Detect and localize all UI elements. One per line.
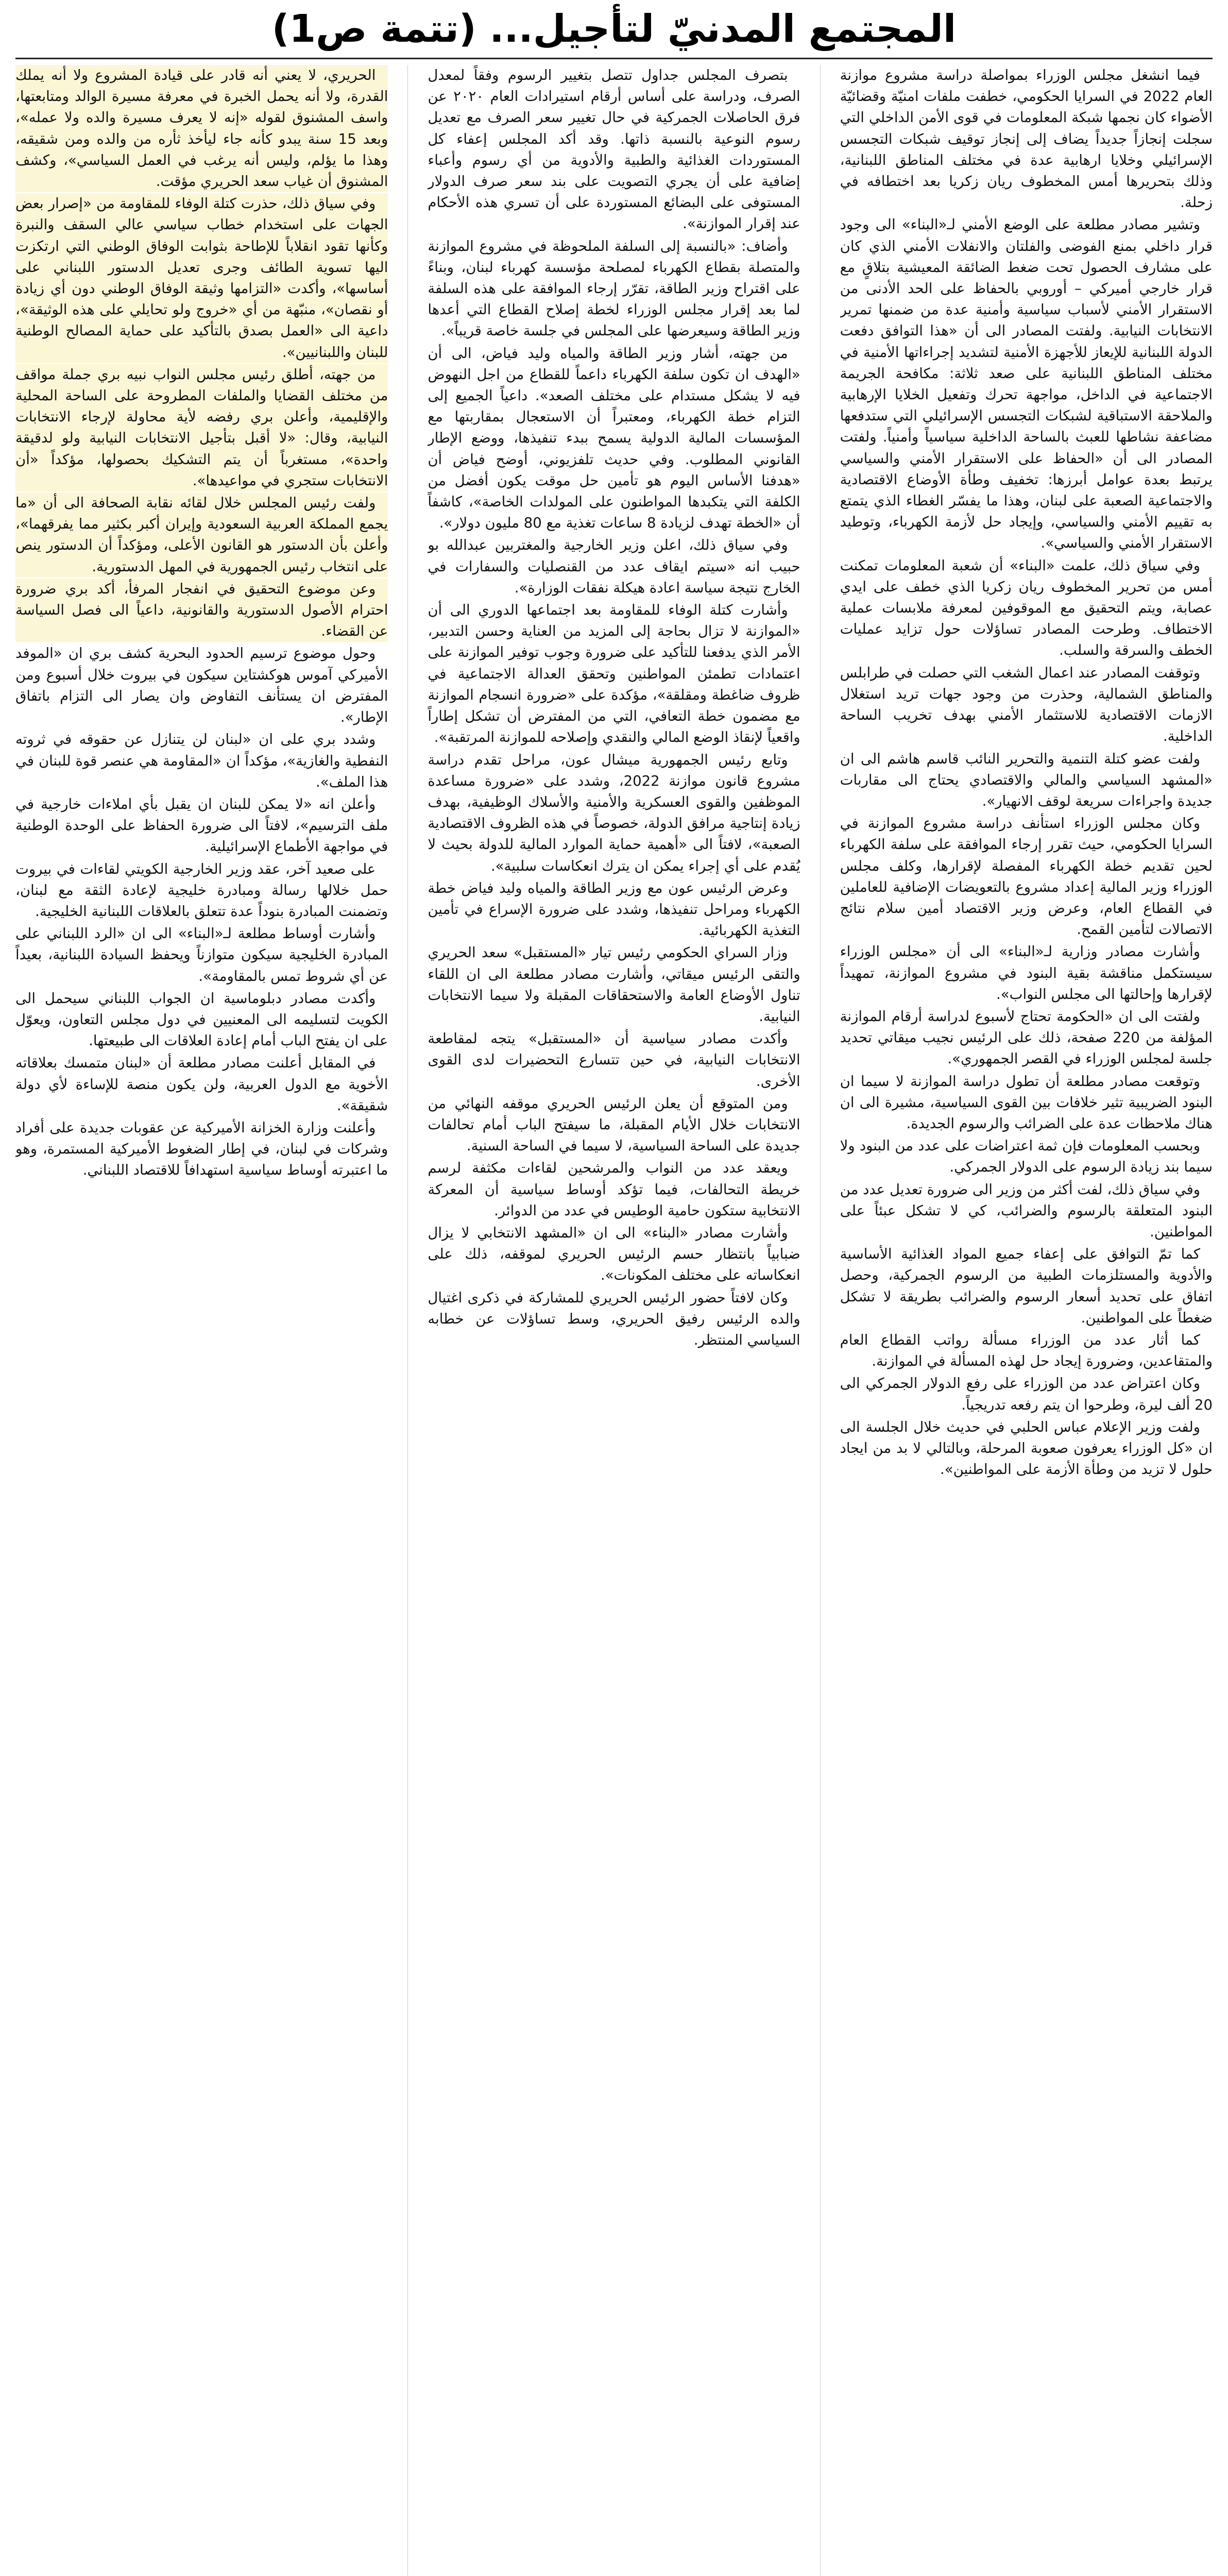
article-paragraph: بتصرف المجلس جداول تتصل بتغيير الرسوم وفقاً لمعدل الصرف، ودراسة على أساس أرقام استيرادات العام ٢٠٢٠ عن فرق الحاصلات الجمركية في حال تغيير سعر الصرف مع تعديل رسوم النوعية بالنسبة ذاتها. وقد أكد المجلس إعفاء كل المستوردات الغذائية والطبية والأدوية من أي رسوم وأعباء إضافية على أن يجري التصويت على بند سعر صرف الدولار المستوفى على البضائع المستوردة على أن تسري هذه الأحكام عند إقرار الموازنة». bbox=[428, 67, 800, 232]
article-paragraph: كما تمّ التوافق على إعفاء جميع المواد الغذائية الأساسية والأدوية والمستلزمات الطبية من الرسوم الجمركية، وحصل اتفاق على تحديد أسعار الرسوم والضرائب بطريقة لا تشكل ضغطاً على المواطنين. bbox=[840, 1246, 1213, 1326]
article-paragraph: وفي سياق ذلك، اعلن وزير الخارجية والمغتربين عبدالله بو حبيب انه «سيتم ايقاف عدد من القنصليات والسفارات في الخارج نتيجة سياسة اعادة هيكلة نفقات الوزارة». bbox=[428, 537, 800, 596]
article-paragraph: وتوقعت مصادر مطلعة أن تطول دراسة الموازنة لا سيما ان البنود الضريبية تثير خلافات بين القوى السياسية، مشيرة الى ان هناك ملاحظات عدة على الضرائب والرسوم الجديدة. bbox=[840, 1073, 1213, 1132]
article-paragraph: وأكدت مصادر سياسية أن «المستقبل» يتجه لمقاطعة الانتخابات النيابية، في حين تتسارع التحضيرات لدى القوى الأخرى. bbox=[428, 1030, 800, 1090]
article-paragraph: وأكدت مصادر دبلوماسية ان الجواب اللبناني سيحمل الى الكويت لتسليمه الى المعنيين في دول مجلس التعاون، ويعوّل على ان يفتح الباب أمام إعادة العلاقات الى طبيعتها. bbox=[15, 990, 388, 1049]
article-column-left bbox=[15, 65, 388, 2576]
article-paragraph: ومن المتوقع أن يعلن الرئيس الحريري موقفه النهائي من الانتخابات خلال الأيام المقبلة، ما سيفتح الباب أمام تحالفات جديدة على الساحة السياسية، لا سيما في الساحة السنية. bbox=[428, 1095, 800, 1155]
article-paragraph: وأعلن انه «لا يمكن للبنان ان يقبل بأي املاءات خارجية في ملف الترسيم»، لافتاً الى ضرورة الحفاظ على الوحدة الوطنية في مواجهة الأطماع الإسرائيلية. bbox=[15, 795, 388, 855]
article-paragraph: وبحسب المعلومات فإن ثمة اعتراضات على عدد من البنود ولا سيما بند زيادة الرسوم على الدولار الجمركي. bbox=[840, 1138, 1213, 1176]
article-paragraph: وكان لافتاً حضور الرئيس الحريري للمشاركة في ذكرى اغتيال والده الرئيس رفيق الحريري، وسط تساؤلات عن خطابه السياسي المنتظر. bbox=[428, 1289, 800, 1348]
article-paragraph: في المقابل أعلنت مصادر مطلعة أن «لبنان متمسك بعلاقاته الأخوية مع الدول العربية، ولن يكون منصة للإساءة لأي دولة شقيقة». bbox=[15, 1055, 388, 1114]
column-divider bbox=[820, 65, 821, 2576]
article-paragraph: ولفت رئيس المجلس خلال لقائه نقابة الصحافة الى أن «ما يجمع المملكة العربية السعودية وإيران أكبر بكثير مما يفرقهما»، وأعلن بأن الدستور هو القانون الأعلى، ومؤكداً أن الدستور ينص على انتخاب رئيس الجمهورية في المهل الدستورية. bbox=[15, 493, 388, 578]
article-paragraph: وأعلنت وزارة الخزانة الأميركية عن عقوبات جديدة على أفراد وشركات في لبنان، في إطار الضغوط الأميركية المستمرة، وهو ما اعتبرته أوساط سياسية استهدافاً للاقتصاد اللبناني. bbox=[15, 1119, 388, 1179]
article-paragraph: من جهته، أطلق رئيس مجلس النواب نبيه بري جملة مواقف من مختلف القضايا والملفات المطروحة على الساحة المحلية والإقليمية، وأعلن بري رفضه لأية محاولة لإرجاء الانتخابات النيابية، وقال: «لا أقبل بتأجيل الانتخابات النيابية ولو لدقيقة واحدة»، مستغرباً أن يتم التشكيك بحصولها، مؤكداً «أن الانتخابات ستجري في مواعيدها». bbox=[15, 364, 388, 492]
article-paragraph: وتوقفت المصادر عند اعمال الشغب التي حصلت في طرابلس والمناطق الشمالية، وحذرت من وجود جهات تريد استغلال الازمات الاقتصادية للاستثمار الأمني بهدف تخريب الساحة الداخلية. bbox=[840, 664, 1213, 745]
article-paragraph: ويعقد عدد من النواب والمرشحين لقاءات مكثفة لرسم خريطة التحالفات، فيما تؤكد أوساط سياسية أن المعركة الانتخابية ستكون حامية الوطيس في عدد من الدوائر. bbox=[428, 1160, 800, 1219]
article-paragraph: ولفت وزير الإعلام عباس الحلبي في حديث خلال الجلسة الى ان «كل الوزراء يعرفون صعوبة المرحلة، وبالتالي لا بد من ايجاد حلول لا تزيد من وطأة الأزمة على المواطنين». bbox=[840, 1418, 1213, 1478]
article-paragraph: وفي سياق ذلك، حذرت كتلة الوفاء للمقاومة من «إصرار بعض الجهات على استخدام خطاب سياسي عالي السقف والنبرة وكأنها تقود انقلاباً للإطاحة بثوابت الوفاق الوطني التي ارتكزت اليها تسوية الطائف وجرى تعديل الدستور اللبناني على أساسها»، وأكدت «التزامها وثيقة الوفاق الوطني دون أي زيادة أو نقصان»، منبّهة من أي «خروج ولو تحايلي على هذه الوثيقة»، داعية الى «العمل بصدق بالتأكيد على حماية المصالح الوطنية للبنان واللبنانيين». bbox=[15, 193, 388, 363]
page-title: المجتمع المدنيّ لتأجيل... (تتمة ص1) bbox=[271, 7, 957, 51]
article-column-right bbox=[840, 65, 1213, 2576]
article-paragraph: وفي سياق ذلك، علمت «البناء» أن شعبة المعلومات تمكنت أمس من تحرير المخطوف ريان زكريا الذي خطف على ايدي عصابة، ويتم التحقيق مع الموقوفين لمعرفة ملابسات عملية الاختطاف. وطرحت المصادر تساؤلات حول تزايد عمليات الخطف والسرقة والسلب. bbox=[840, 557, 1213, 659]
article-paragraph: وعن موضوع التحقيق في انفجار المرفأ، أكد بري ضرورة احترام الأصول الدستورية والقانونية، داعياً الى فصل السياسة عن القضاء. bbox=[15, 579, 388, 642]
column-divider bbox=[407, 65, 408, 2576]
article-paragraph: ولفتت الى ان «الحكومة تحتاج لأسبوع لدراسة أرقام الموازنة المؤلفة من 220 صفحة، ذلك على الرئيس نجيب ميقاتي تحديد جلسة لمجلس الوزراء في القصر الجمهوري». bbox=[840, 1008, 1213, 1067]
article-paragraph: وأشارت مصادر وزارية لـ«البناء» الى أن «مجلس الوزراء سيستكمل مناقشة بقية البنود في مشروع الموازنة، تمهيداً لإقرارها وإحالتها الى مجلس النواب». bbox=[840, 943, 1213, 1003]
article-paragraph: وأشارت كتلة الوفاء للمقاومة بعد اجتماعها الدوري الى أن «الموازنة لا تزال بحاجة إلى المزيد من العناية وحسن التدبير، الأمر الذي يدفعنا للتأكيد على ضرورة وجوب توفير الموازنة على اعتمادات تطمئن المواطنين وتحقق العدالة الاجتماعية في ظروف ضاغطة ومقلقة»، مؤكدة على «ضرورة انسجام الموازنة مع مضمون خطة التعافي، التي من المفترض أن تشكل إطاراً واقعياً لإنقاذ الوضع المالي والنقدي وإصلاحه للموازنة المرتقبة». bbox=[428, 602, 800, 746]
article-paragraph: وحول موضوع ترسيم الحدود البحرية كشف بري ان «الموفد الأميركي آموس هوكشتاين سيكون في بيروت خلال أسبوع ومن المفترض ان يستأنف التفاوض وان يصار الى التزام باتفاق الإطار». bbox=[15, 645, 388, 726]
article-paragraph: وأشارت أوساط مطلعة لـ«البناء» الى ان «الرد اللبناني على المبادرة الخليجية سيكون متوازناً ويحفظ السيادة اللبنانية، بعيداً عن أي شروط تمس بالمقاومة». bbox=[15, 925, 388, 985]
article-paragraph: وشدد بري على ان «لبنان لن يتنازل عن حقوقه في ثروته النفطية والغازية»، مؤكداً ان «المقاومة هي عنصر قوة للبنان في هذا الملف». bbox=[15, 731, 388, 790]
article-paragraph: وتشير مصادر مطلعة على الوضع الأمني لـ«البناء» الى وجود قرار داخلي بمنع الفوضى والفلتان والانفلات الأمني الذي كان على مشارف الحصول تحت ضغط الضائقة المعيشية بتلاقٍ مع قرار خارجي أميركي – أوروبي بالحفاظ على الحد الأدنى من الاستقرار الأمني لأسباب سياسية وأمنية عدة من ضمنها تمرير الانتخابات النيابية. ولفتت المصادر الى أن «هذا التوافق دفعت الدولة اللبنانية للإيعاز للأجهزة الأمنية لتشديد إجراءاتها الأمنية في مختلف المناطق اللبنانية على صعد ثلاثة: مكافحة الجريمة الاجتماعية في الداخل، مواجهة تحرك وتفعيل الخلايا الإرهابية والملاحقة الاستباقية لشبكات التجسس الإسرائيلي التي ستدفعها مضاعفة نشاطها للعبث بالساحة الداخلية سياسياً وأمنياً. ولفتت المصادر الى أن «الحفاظ على الاستقرار الأمني والسياسي يرتبط بعدة عوامل أبرزها: تخفيف وطأة الأوضاع الاقتصادية والاجتماعية الصعبة على لبنان، وهذا ما يفسّر الغطاء الذي يتمتع به تقييم الأمني والسياسي، وإيجاد حل لأزمة الكهرباء، وتوطيد الاستقرار الأمني والسياسي». bbox=[840, 216, 1213, 552]
article-paragraph: فيما انشغل مجلس الوزراء بمواصلة دراسة مشروع موازنة العام 2022 في السرايا الحكومي، خطفت ملفات امنيّة وقضائيّة الأضواء كان نجمها شبكة المعلومات في قوى الأمن الداخلي التي سجلت إنجازاً جديداً يضاف إلى إنجاز توقيف شبكات التجسس الإسرائيلي وخلايا ارهابية عدة في مختلف المناطق اللبنانية، وذلك بتحريرها أمس المخطوف ريان زكريا بعد اختطافه في زحلة. bbox=[840, 67, 1213, 211]
title-rule bbox=[15, 58, 1213, 59]
article-paragraph: وزار السراي الحكومي رئيس تيار «المستقبل» سعد الحريري والتقى الرئيس ميقاتي، وأشارت مصادر مطلعة الى ان اللقاء تناول الأوضاع العامة والاستحقاقات المقبلة ولا سيما الانتخابات النيابية. bbox=[428, 944, 800, 1025]
article-paragraph: وفي سياق ذلك، لفت أكثر من وزير الى ضرورة تعديل عدد من البنود المتعلقة بالرسوم والضرائب، كي لا تشكل عبئاً على المواطنين. bbox=[840, 1181, 1213, 1240]
article-column-middle bbox=[428, 65, 800, 2576]
article-paragraph: وكان اعتراض عدد من الوزراء على رفع الدولار الجمركي الى 20 ألف ليرة، وطرحوا ان يتم رفعه تدريجياً. bbox=[840, 1375, 1213, 1413]
article-paragraph: على صعيد آخر، عقد وزير الخارجية الكويتي لقاءات في بيروت حمل خلالها رسالة ومبادرة خليجية لإعادة الثقة مع لبنان، وتضمنت المبادرة بنوداً عدة تتعلق بالعلاقات اللبنانية الخليجية. bbox=[15, 860, 388, 920]
article-paragraph: كما أثار عدد من الوزراء مسألة رواتب القطاع العام والمتقاعدين، وضرورة إيجاد حل لهذه المسألة في الموازنة. bbox=[840, 1331, 1213, 1370]
article-paragraph: من جهته، أشار وزير الطاقة والمياه وليد فياض، الى أن «الهدف ان تكون سلفة الكهرباء داعماً للقطاع من اجل النهوض فيه لا يشكل مستدام على مختلف الصعد». داعياً الجميع إلى التزام خطة الكهرباء، ومعتبراً أن الاستعجال بمقاربتها مع المؤسسات المالية الدولية يسمح ببدء تنفيذها، ووضع الإطار القانوني المطلوب. وفي حديث تلفزيوني، أوضح فياض أن «هدفنا الأساس اليوم هو تأمين حل موقت يكون أفضل من الكلفة التي يتكبدها المواطنون على المولدات الخاصة»، كاشفاً أن «الخطة تهدف لزيادة 8 ساعات تغذية مع 80 مليون دولار». bbox=[428, 345, 800, 532]
article-paragraph: الحريري، لا يعني أنه قادر على قيادة المشروع ولا أنه يملك القدرة، ولا أنه يحمل الخبرة في معرفة مسيرة الوالد ومتابعتها، واسف المشنوق لقوله «إنه لا يعرف مسيرة والده ولا عمله»، وبعد 15 سنة يبدو كأنه جاء ليأخذ ثأره من والده ومن شقيقه، وهذا ما يؤلم، وليس أنه يرغب في العمل السياسي»، وكشف المشنوق أن غياب سعد الحريري مؤقت. bbox=[15, 65, 388, 192]
article-paragraph: وتابع رئيس الجمهورية ميشال عون، مراحل تقدم دراسة مشروع قانون موازنة 2022، وشدد على «ضرورة مساعدة الموظفين والقوى العسكرية والأمنية والأسلاك الوظيفية، بهدف زيادة إنتاجية مرافق الدولة، خصوصاً في هذه الظروف الاقتصادية الصعبة»، لافتاً الى «أهمية حماية الموارد المالية للدولة بحيث لا يُقدم على أي إجراء يمكن ان يترك انعكاسات سلبية». bbox=[428, 751, 800, 874]
article-paragraph: وأشارت مصادر «البناء» الى ان «المشهد الانتخابي لا يزال ضبابياً بانتظار حسم الرئيس الحريري لموقفه، ذلك على انعكاساته على مختلف المكونات». bbox=[428, 1224, 800, 1284]
article-columns bbox=[15, 65, 1213, 2576]
article-paragraph: وأضاف: «بالنسبة إلى السلفة الملحوظة في مشروع الموازنة والمتصلة بقطاع الكهرباء لمصلحة مؤسسة كهرباء لبنان، وبناءً على اقتراح وزير الطاقة، تقرّر إرجاء الموافقة على هذه السلفة لما بعد إقرار مجلس الوزراء لخطة إصلاح القطاع التي أعدها وزير الطاقة وسيعرضها على المجلس في جلسة خاصة قريباً». bbox=[428, 238, 800, 340]
article-paragraph: وعرض الرئيس عون مع وزير الطاقة والمياه وليد فياض خطة الكهرباء ومراحل تنفيذها، وشدد على ضرورة الإسراع في تأمين التغذية الكهربائية. bbox=[428, 879, 800, 939]
article-paragraph: وكان مجلس الوزراء استأنف دراسة مشروع الموازنة في السرايا الحكومي، حيث تقرر إرجاء الموافقة على سلفة الكهرباء لحين تقديم خطة الكهرباء المفصلة لإقرارها، وكلف مجلس الوزراء وزير المالية إعداد مشروع بالتعويضات الإضافية للعاملين في القطاع العام، وعرض وزير الاقتصاد أمين سلام نتائج الاتصالات لتأمين القمح. bbox=[840, 815, 1213, 938]
article-paragraph: ولفت عضو كتلة التنمية والتحرير النائب قاسم هاشم الى ان «المشهد السياسي والمالي والاقتصادي يحتاج الى مقاربات جديدة واجراءات سريعة لوقف الانهيار». bbox=[840, 750, 1213, 809]
